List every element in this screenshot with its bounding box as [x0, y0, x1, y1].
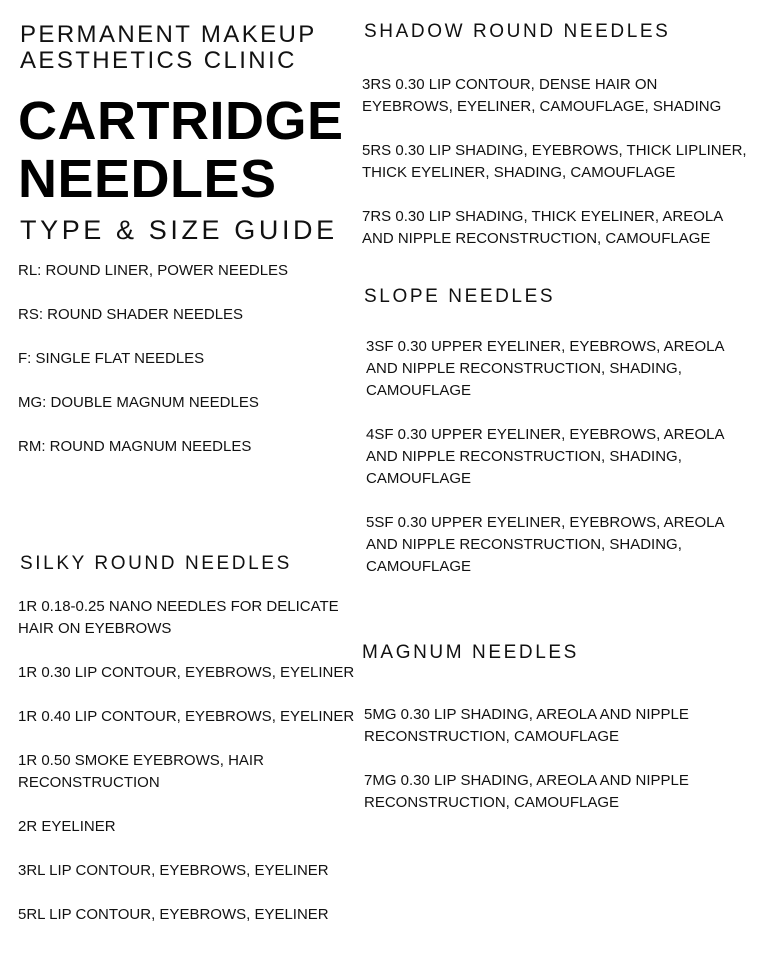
legend-item-mg: MG: DOUBLE MAGNUM NEEDLES — [18, 394, 259, 411]
list-item-line: 1R 0.50 SMOKE EYEBROWS, HAIR — [18, 752, 264, 769]
list-item — [366, 512, 724, 578]
section-heading-magnum: MAGNUM NEEDLES — [362, 642, 579, 663]
list-item — [18, 904, 329, 926]
list-item — [364, 770, 689, 814]
list-item — [18, 706, 354, 728]
list-item-line: CAMOUFLAGE — [366, 558, 472, 575]
section-heading-silky-round: SILKY ROUND NEEDLES — [20, 553, 292, 574]
clinic-name-line1: PERMANENT MAKEUP — [20, 21, 317, 48]
list-item-line: AND NIPPLE RECONSTRUCTION, SHADING, — [366, 360, 682, 377]
list-item-line: AND NIPPLE RECONSTRUCTION, CAMOUFLAGE — [362, 230, 711, 247]
list-item-line: 5MG 0.30 LIP SHADING, AREOLA AND NIPPLE — [364, 706, 689, 723]
legend-item-rm: RM: ROUND MAGNUM NEEDLES — [18, 438, 252, 455]
list-item — [366, 336, 724, 402]
list-item-line: 1R 0.18-0.25 NANO NEEDLES FOR DELICATE — [18, 598, 339, 615]
list-item — [18, 662, 354, 684]
list-item-line: AND NIPPLE RECONSTRUCTION, SHADING, — [366, 536, 682, 553]
list-item — [362, 140, 747, 184]
page-title-line1: CARTRIDGE — [18, 91, 344, 151]
list-item — [18, 750, 264, 794]
list-item — [362, 206, 723, 250]
list-item-line: EYEBROWS, EYELINER, CAMOUFLAGE, SHADING — [362, 98, 722, 115]
list-item-line: 2R EYELINER — [18, 818, 116, 835]
list-item-line: CAMOUFLAGE — [366, 470, 472, 487]
list-item — [18, 596, 339, 640]
list-item — [18, 860, 329, 882]
page-subtitle: TYPE & SIZE GUIDE — [20, 215, 338, 245]
list-item-line: THICK EYELINER, SHADING, CAMOUFLAGE — [362, 164, 676, 181]
list-item-line: 4SF 0.30 UPPER EYELINER, EYEBROWS, AREOLA — [366, 426, 725, 443]
list-item-line: HAIR ON EYEBROWS — [18, 620, 172, 637]
legend-item-rs: RS: ROUND SHADER NEEDLES — [18, 306, 244, 323]
section-heading-slope: SLOPE NEEDLES — [364, 286, 556, 307]
list-item-line: AND NIPPLE RECONSTRUCTION, SHADING, — [366, 448, 682, 465]
section-heading-shadow-round: SHADOW ROUND NEEDLES — [364, 21, 671, 42]
list-item — [364, 704, 689, 748]
list-item — [366, 424, 724, 490]
legend-item-rl: RL: ROUND LINER, POWER NEEDLES — [18, 262, 289, 279]
list-item — [18, 816, 116, 838]
list-item-line: 5RL LIP CONTOUR, EYEBROWS, EYELINER — [18, 906, 329, 923]
list-item-line: 5SF 0.30 UPPER EYELINER, EYEBROWS, AREOLA — [366, 514, 725, 531]
list-item-line: 3RS 0.30 LIP CONTOUR, DENSE HAIR ON — [362, 76, 658, 93]
clinic-name — [20, 22, 317, 74]
list-item-line: 7MG 0.30 LIP SHADING, AREOLA AND NIPPLE — [364, 772, 689, 789]
list-item-line: 7RS 0.30 LIP SHADING, THICK EYELINER, AREOLA — [362, 208, 724, 225]
list-item-line: RECONSTRUCTION — [18, 774, 160, 791]
list-item-line: CAMOUFLAGE — [366, 382, 472, 399]
list-item-line: RECONSTRUCTION, CAMOUFLAGE — [364, 794, 620, 811]
list-item-line: 3RL LIP CONTOUR, EYEBROWS, EYELINER — [18, 862, 329, 879]
legend-item-f: F: SINGLE FLAT NEEDLES — [18, 350, 205, 367]
clinic-name-line2: AESTHETICS CLINIC — [20, 47, 297, 74]
list-item-line: 3SF 0.30 UPPER EYELINER, EYEBROWS, AREOLA — [366, 338, 725, 355]
page-title-line2: NEEDLES — [18, 149, 277, 209]
list-item-line: 5RS 0.30 LIP SHADING, EYEBROWS, THICK LIPLINER, — [362, 142, 747, 159]
list-item-line: 1R 0.30 LIP CONTOUR, EYEBROWS, EYELINER — [18, 664, 355, 681]
page-title — [18, 92, 344, 208]
list-item-line: RECONSTRUCTION, CAMOUFLAGE — [364, 728, 620, 745]
list-item-line: 1R 0.40 LIP CONTOUR, EYEBROWS, EYELINER — [18, 708, 355, 725]
list-item — [362, 74, 721, 118]
